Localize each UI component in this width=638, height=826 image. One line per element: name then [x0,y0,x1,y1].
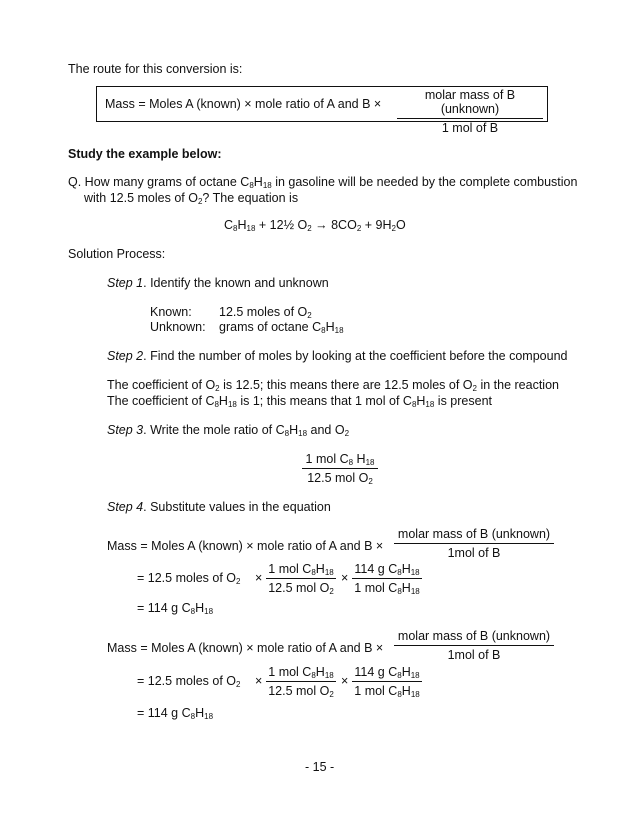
calc-2-times-2: × [341,674,349,688]
calc-2-mass-lhs: Mass = Moles A (known) × mole ratio of A and B × [107,641,384,655]
combustion-equation: $C_8H_{18}$ + 12½ $O_2 \to 8CO_2 + 9H_2O$ [224,218,406,233]
calc-2-result: = 114 g $C_8H_{18}$ [137,706,214,721]
mole-ratio-fraction [302,452,378,485]
unknown-label: Unknown: [150,320,206,334]
known-label: Known: [150,305,192,319]
step-2-heading: Step 2. Find the number of moles by looking at the coefficient before the compound [107,349,568,363]
solution-heading: Solution Process: [68,247,166,261]
mole-ratio-denominator: 12.5 mol $O_2$ [307,471,373,486]
calc-1-molar-mass-fraction: molar mass of B (unknown) 1mol of B [394,527,554,560]
calc-2-fraction-1: 1 mol $C_8H_{18}$ 12.5 mol $O_2$ [266,665,336,698]
calc-1-substitution: = 12.5 moles of $O_2$ [137,571,241,586]
calc-2-molar-mass-fraction: molar mass of B (unknown) 1mol of B [394,629,554,662]
step-1-heading: Step 1. Identify the known and unknown [107,276,329,290]
unknown-value: grams of octane $C_8H_{18}$ [219,320,344,335]
step-3-heading: Step 3. Write the mole ratio of $C_8H_{18}$ and $O_2$ [107,423,350,438]
step-4-heading: Step 4. Substitute values in the equation [107,500,331,514]
page-number: - 15 - [305,760,335,774]
route-formula-box [96,86,548,135]
calc-1-times-2: × [341,571,349,585]
calc-1-result: = 114 g $C_8H_{18}$ [137,601,214,616]
calc-2-times-1: × [255,674,263,688]
study-heading: Study the example below: [68,147,222,161]
calc-2-substitution: = 12.5 moles of $O_2$ [137,674,241,689]
calc-1-times-1: × [255,571,263,585]
question-line-2: with 12.5 moles of $O_2$? The equation is [84,191,299,206]
step-2-line-1: The coefficient of $O_2$ is 12.5; this means there are 12.5 moles of $O_2$ in the reaction [107,378,559,393]
route-fraction-denominator: 1 mol of B [441,121,499,135]
calc-2-fraction-2: 114 g $C_8H_{18}$ 1 mol $C_8H_{18}$ [352,665,422,698]
route-formula-fraction [397,88,543,135]
calc-1-fraction-2: 114 g $C_8H_{18}$ 1 mol $C_8H_{18}$ [352,562,422,595]
calc-1-mass-lhs: Mass = Moles A (known) × mole ratio of A and B × [107,539,384,553]
mole-ratio-numerator: 1 mol $C_8$ $H_{18}$ [302,452,378,469]
route-formula-lhs: Mass = Moles A (known) × mole ratio of A and B × [105,97,382,111]
question-line-1: Q. How many grams of octane $C_8H_{18}$ in gasoline will be needed by the complete combustion [68,175,578,190]
route-fraction-numerator: molar mass of B (unknown) [397,88,543,119]
known-value: 12.5 moles of $O_2$ [219,305,312,320]
step-2-line-2: The coefficient of $C_8H_{18}$ is 1; this means that 1 mol of $C_8H_{18}$ is present [107,394,492,409]
intro-text: The route for this conversion is: [68,62,243,76]
calc-1-fraction-1: 1 mol $C_8H_{18}$ 12.5 mol $O_2$ [266,562,336,595]
